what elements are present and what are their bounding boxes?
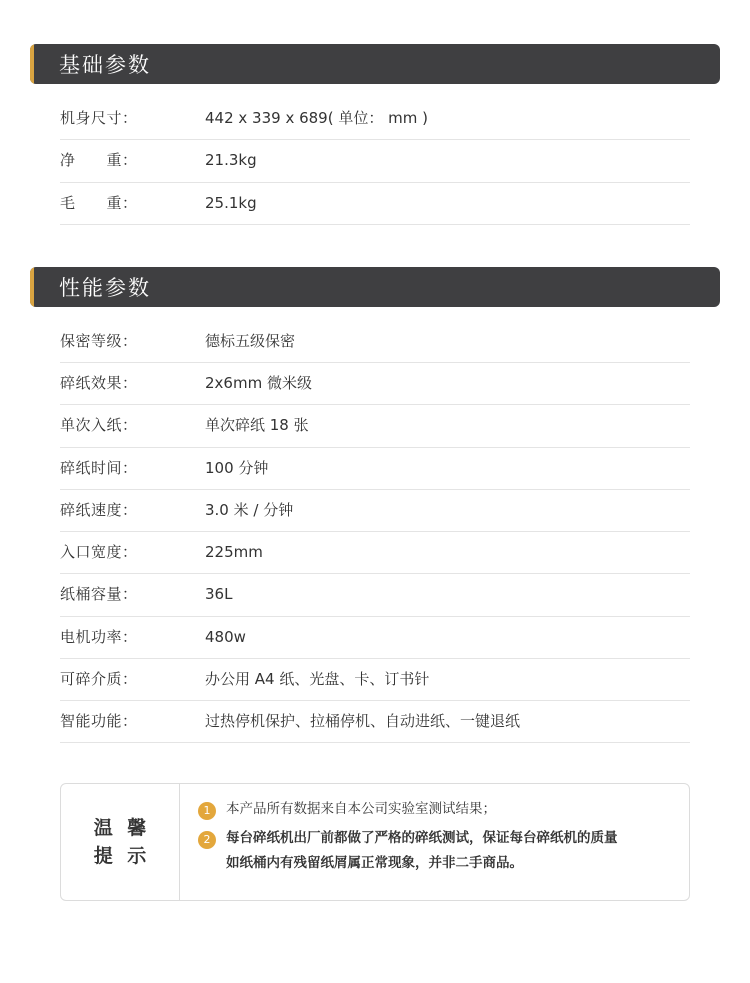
section-spacer: [30, 225, 720, 267]
tip-text: 每台碎纸机出厂前都做了严格的碎纸测试，保证每台碎纸机的质量: [226, 830, 618, 847]
spec-value: 21.3kg: [205, 151, 257, 170]
spec-value: 办公用 A4 纸、光盘、卡、订书针: [205, 669, 430, 688]
spec-value: 100 分钟: [205, 458, 269, 477]
tips-content: [180, 784, 689, 900]
table-row: [60, 701, 690, 743]
tip-text: 本产品所有数据来自本公司实验室测试结果；: [226, 801, 496, 818]
top-spacer: [30, 0, 720, 44]
spec-label: 毛 重：: [60, 193, 138, 212]
spec-value: 过热停机保护、拉桶停机、自动进纸、一键退纸: [205, 712, 521, 730]
table-row: [60, 616, 690, 658]
spec-label: 净 重：: [60, 151, 138, 170]
spec-table-performance: [60, 321, 690, 744]
tip-number-badge: 1: [198, 802, 216, 820]
spec-value: 442 x 339 x 689( 单位： mm ): [205, 109, 428, 127]
spec-label: 智能功能：: [60, 712, 138, 730]
spec-value: 德标五级保密: [205, 331, 296, 350]
spec-label: 电机功率：: [60, 627, 138, 646]
tip-number-badge: 2: [198, 831, 216, 849]
spec-label: 碎纸速度：: [60, 500, 138, 519]
table-row: [60, 658, 690, 700]
table-row: [60, 182, 690, 224]
tips-title: [61, 784, 180, 900]
tips-box: [60, 783, 690, 901]
table-row: [60, 363, 690, 405]
section-header-performance: [30, 267, 720, 307]
spec-value: 225mm: [205, 543, 263, 561]
spec-value: 单次碎纸 18 张: [205, 416, 309, 435]
table-row: [60, 447, 690, 489]
list-item: [198, 800, 671, 820]
spec-value: 2x6mm 微米级: [205, 374, 312, 392]
spec-label: 单次入纸：: [60, 416, 138, 435]
spec-value: 25.1kg: [205, 193, 257, 212]
section-title: 基础参数: [59, 53, 151, 77]
spec-label: 可碎介质：: [60, 669, 138, 688]
tip-subtext: 如纸桶内有残留纸屑属正常现象，并非二手商品。: [226, 855, 523, 872]
spec-value: 3.0 米 / 分钟: [205, 500, 294, 519]
spec-value: 36L: [205, 585, 233, 604]
spec-label: 入口宽度：: [60, 543, 138, 561]
table-row: [60, 574, 690, 616]
section-title: 性能参数: [59, 275, 151, 300]
table-row: [60, 140, 690, 182]
spec-label: 碎纸效果：: [60, 374, 138, 392]
table-row: [60, 405, 690, 447]
list-item: [198, 829, 671, 849]
table-row: [60, 321, 690, 363]
spec-label: 碎纸时间：: [60, 458, 138, 477]
table-row: [60, 489, 690, 531]
spec-label: 机身尺寸：: [60, 109, 138, 127]
table-row: [60, 98, 690, 140]
spec-label: 纸桶容量：: [60, 585, 138, 604]
spec-table-basic: [60, 98, 690, 225]
section-header-basic: [30, 44, 720, 84]
spec-label: 保密等级：: [60, 331, 138, 350]
tips-title-line-1: 温 馨: [93, 816, 151, 839]
table-row: [60, 532, 690, 574]
spec-value: 480w: [205, 627, 246, 646]
tips-title-line-2: 提 示: [93, 845, 151, 868]
